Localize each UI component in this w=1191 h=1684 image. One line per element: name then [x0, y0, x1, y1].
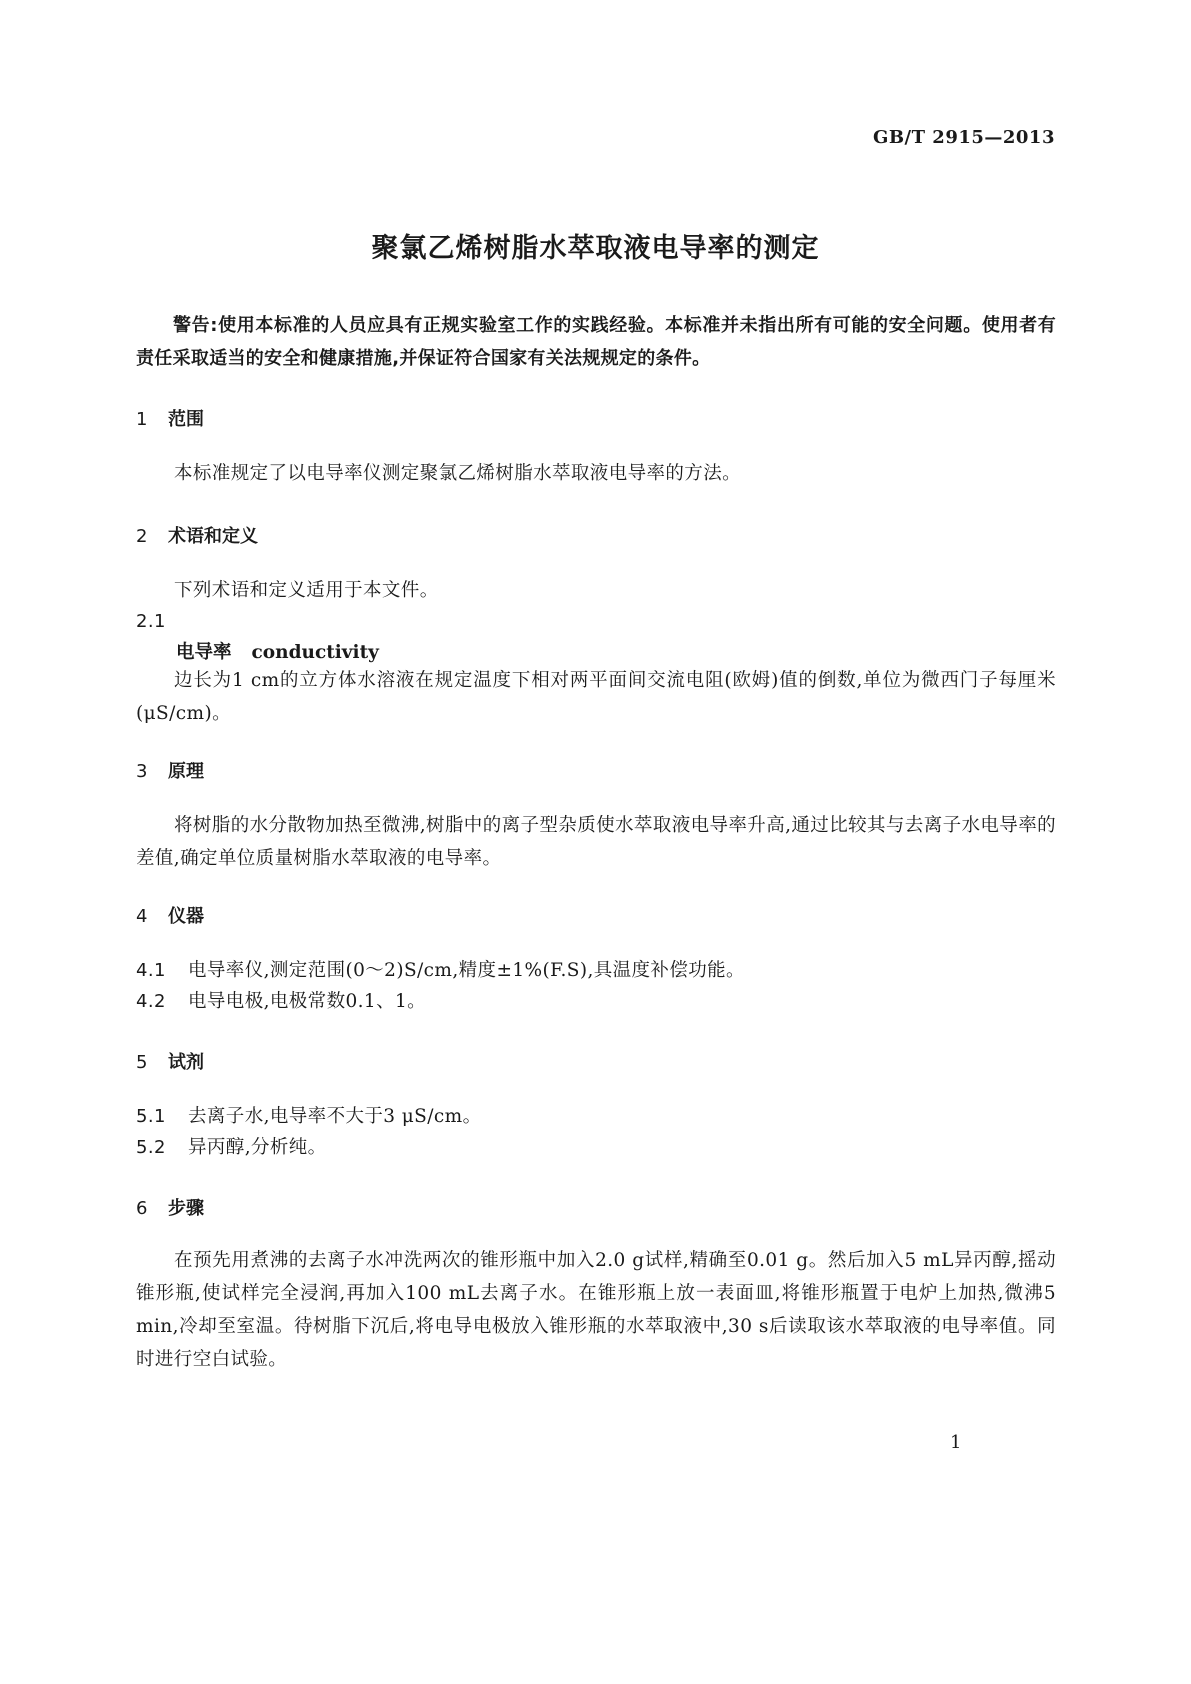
clause-4-2: [136, 985, 1056, 1018]
clause-text: 异丙醇,分析纯。: [188, 1137, 327, 1158]
section-6-text: 在预先用煮沸的去离子水冲洗两次的锥形瓶中加入2.0 g试样,精确至0.01 g。然后加入5 mL异丙醇,摇动锥形瓶,使试样完全浸润,再加入100 mL去离子水。在锥形瓶上放一表面皿,将锥形瓶置于电炉上加热,微沸5 min,冷却至室温。待树脂下沉后,将电导电极放入锥形瓶的水萃取液中,30 s后读取该水萃取液的电导率值。同时进行空白试验。: [136, 1250, 1056, 1370]
clause-5-1: [136, 1100, 1056, 1133]
clause-number: 4.2: [136, 991, 166, 1012]
section-3-text: 将树脂的水分散物加热至微沸,树脂中的离子型杂质使水萃取液电导率升高,通过比较其与去离子水电导率的差值,确定单位质量树脂水萃取液的电导率。: [136, 815, 1056, 869]
term-entry: [176, 638, 379, 664]
section-2-text: 下列术语和定义适用于本文件。: [174, 580, 439, 601]
section-1-text: 本标准规定了以电导率仪测定聚氯乙烯树脂水萃取液电导率的方法。: [174, 463, 742, 484]
document-title: 聚氯乙烯树脂水萃取液电导率的测定: [371, 233, 820, 264]
clause-number: 5.2: [136, 1137, 166, 1158]
section-title: 仪器: [168, 906, 204, 927]
warning-paragraph: 警告:使用本标准的人员应具有正规实验室工作的实践经验。本标准并未指出所有可能的安全问题。使用者有责任采取适当的安全和健康措施,并保证符合国家有关法规规定的条件。: [136, 315, 1056, 369]
section-title: 范围: [168, 409, 204, 430]
clause-number: 2.1: [136, 611, 166, 632]
term-definition: 边长为1 cm的立方体水溶液在规定温度下相对两平面间交流电阻(欧姆)值的倒数,单位为微西门子每厘米(μS/cm)。: [136, 670, 1056, 724]
clause-4-1: [136, 954, 1056, 987]
clause-number: 5.1: [136, 1106, 166, 1127]
section-title: 原理: [168, 761, 204, 782]
section-number: 2: [136, 526, 148, 547]
section-2-heading: [136, 522, 258, 548]
clause-2-1-number: [136, 605, 1056, 638]
section-4-heading: [136, 902, 204, 928]
section-title: 步骤: [168, 1198, 204, 1219]
clause-5-2: [136, 1131, 1056, 1164]
section-5-heading: [136, 1048, 204, 1074]
clause-text: 去离子水,电导率不大于3 μS/cm。: [188, 1106, 482, 1127]
clause-text: 电导电极,电极常数0.1、1。: [188, 991, 427, 1012]
clause-number: 4.1: [136, 960, 166, 981]
section-number: 6: [136, 1198, 148, 1219]
standard-code: GB/T 2915—2013: [872, 127, 1055, 148]
term-chinese: 电导率: [176, 642, 232, 663]
section-title: 术语和定义: [168, 526, 258, 547]
section-title: 试剂: [168, 1052, 204, 1073]
section-number: 4: [136, 906, 148, 927]
section-number: 1: [136, 409, 148, 430]
page-number: 1: [950, 1432, 962, 1453]
section-1-heading: [136, 405, 204, 431]
section-6-heading: [136, 1194, 204, 1220]
section-number: 3: [136, 761, 148, 782]
clause-text: 电导率仪,测定范围(0～2)S/cm,精度±1%(F.S),具温度补偿功能。: [188, 960, 745, 981]
section-3-heading: [136, 757, 204, 783]
section-number: 5: [136, 1052, 148, 1073]
term-english: conductivity: [251, 642, 379, 663]
